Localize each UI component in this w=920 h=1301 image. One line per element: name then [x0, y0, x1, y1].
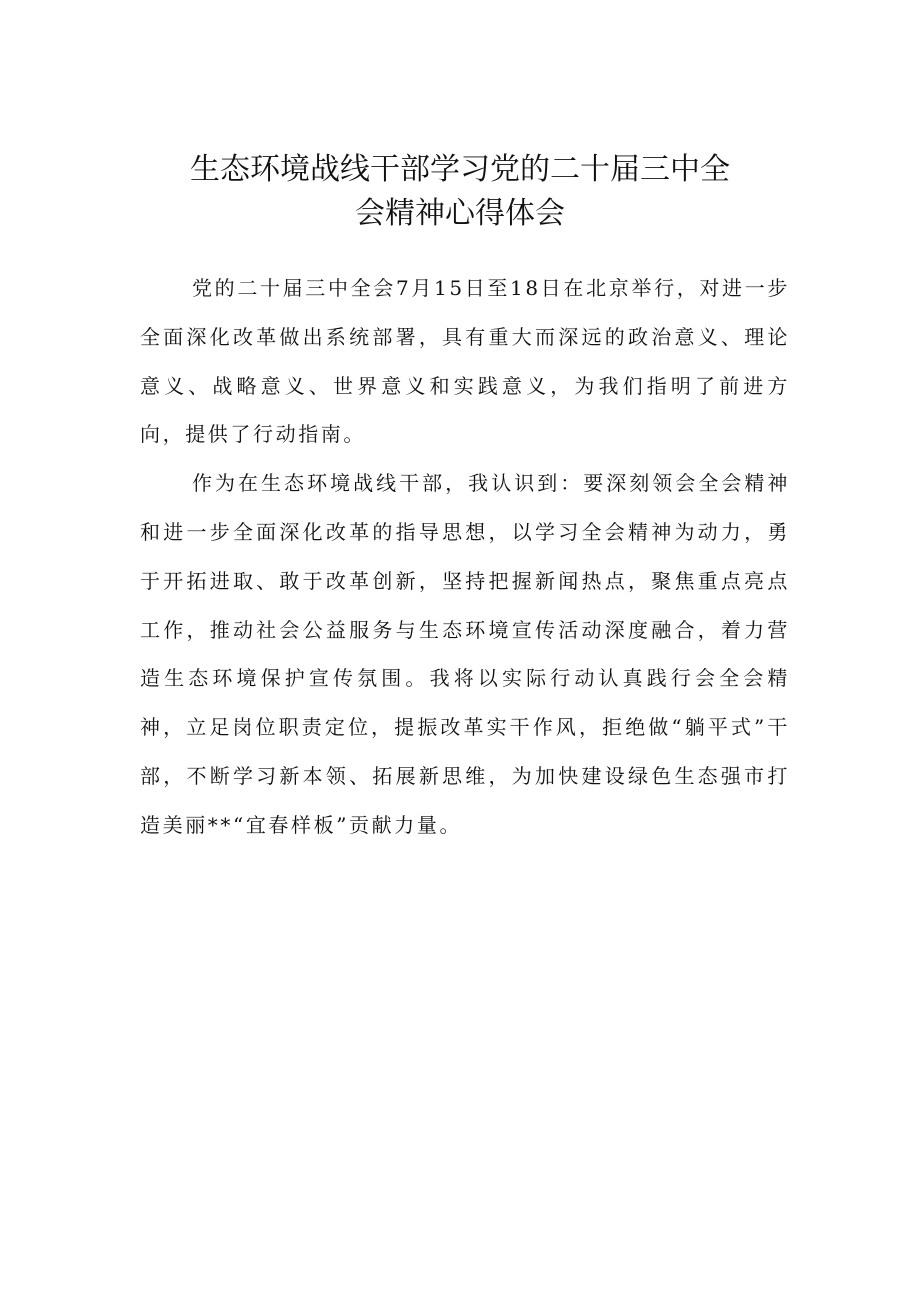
title-line-1: 生态环境战线干部学习党的二十届三中全: [190, 152, 730, 187]
title-line-2: 会精神心得体会: [355, 196, 565, 231]
document-title: [0, 148, 920, 236]
document-body: [140, 264, 790, 850]
paragraph-1: 党的二十届三中全会7月15日至18日在北京举行，对进一步全面深化改革做出系统部署，具有重大而深远的政治意义、理论意义、战略意义、世界意义和实践意义，为我们指明了前进方向，提供了行动指南。: [140, 276, 790, 447]
paragraph-2: 作为在生态环境战线干部，我认识到：要深刻领会全会精神和进一步全面深化改革的指导思想，以学习全会精神为动力，勇于开拓进取、敢于改革创新，坚持把握新闻热点，聚焦重点亮点工作，推动社会公益服务与生态环境宣传活动深度融合，着力营造生态环境保护宣传氛围。我将以实际行动认真践行会全会精神，立足岗位职责定位，提振改革实干作风，拒绝做“躺平式”干部，不断学习新本领、拓展新思维，为加快建设绿色生态强市打造美丽**“宜春样板”贡献力量。: [140, 471, 790, 837]
